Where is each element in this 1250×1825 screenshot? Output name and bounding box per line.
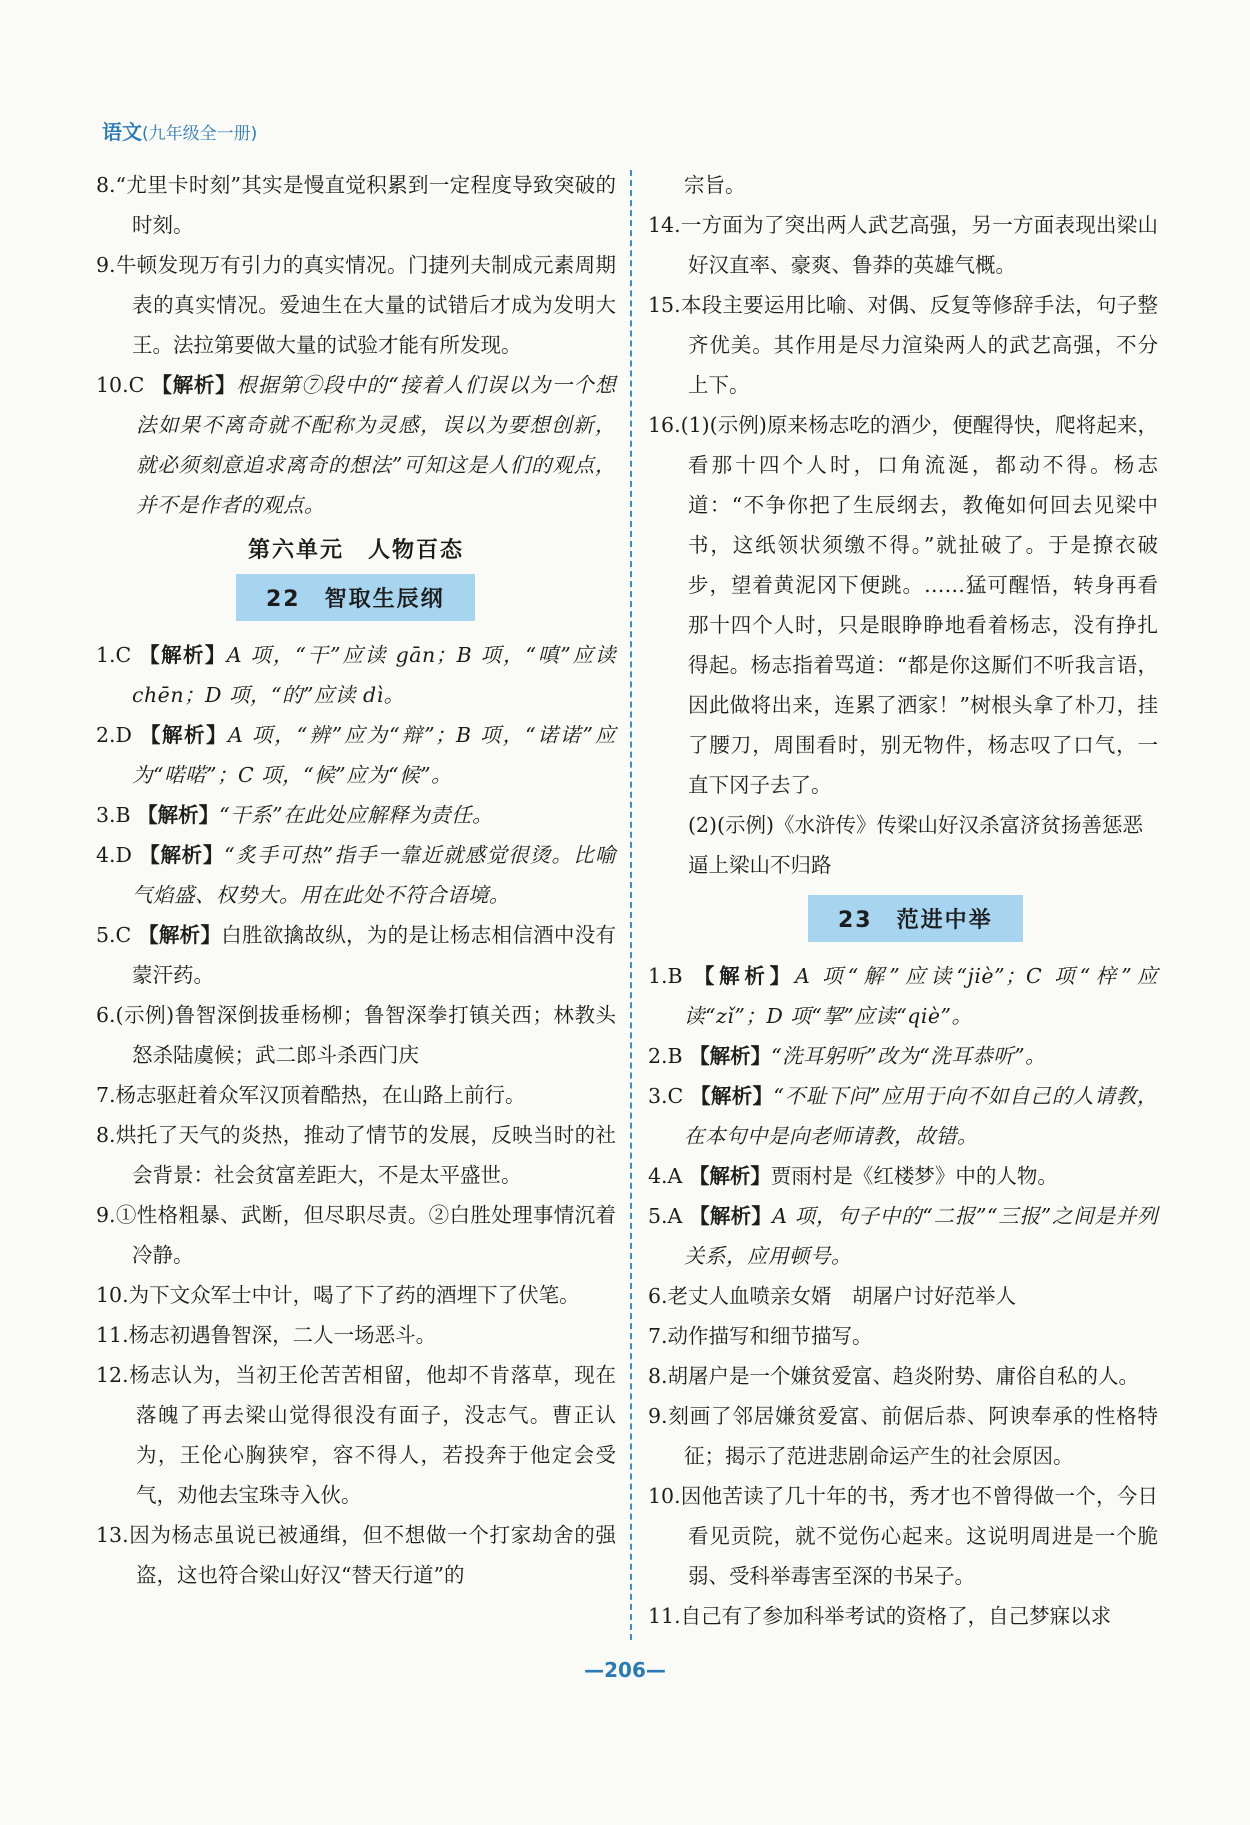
lesson-title: 22 智取生辰纲 bbox=[236, 574, 475, 621]
subject-label: 语文 bbox=[102, 120, 142, 144]
answer-item: 8.“尤里卡时刻”其实是慢直觉积累到一定程度导致突破的时刻。 bbox=[96, 173, 616, 237]
answer-item: 4.A 【解析】贾雨村是《红楼梦》中的人物。 bbox=[648, 1164, 1058, 1188]
answer-item: 10.C 【解析】根据第⑦段中的“接着人们误以为一个想法如果不离奇就不配称为灵感，误以为要想创新，就必须刻意追求离奇的想法”可知这是人们的观点，并不是作者的观点。 bbox=[96, 373, 616, 517]
answer-item: 10.因他苦读了几十年的书，秀才也不曾得做一个，今日看见贡院，就不觉伤心起来。这说明周进是一个脆弱、受科举毒害至深的书呆子。 bbox=[648, 1484, 1158, 1588]
analysis-tag: 【解析】 bbox=[689, 1044, 772, 1068]
right-column bbox=[648, 165, 1158, 1636]
answer-item: 3.C 【解析】“不耻下问”应用于向不如自己的人请教，在本句中是向老师请教，故错。 bbox=[648, 1084, 1158, 1148]
answer-item: 9.①性格粗暴、武断，但尽职尽责。②白胜处理事情沉着冷静。 bbox=[96, 1203, 616, 1267]
answer-item: 7.动作描写和细节描写。 bbox=[648, 1324, 873, 1348]
answer-item: 16.(1)(示例)原来杨志吃的酒少，便醒得快，爬将起来，看那十四个人时，口角流涎，都动不得。杨志道：“不争你把了生辰纲去，教俺如何回去见梁中书，这纸领状须缴不得。”就扯破了。于是撩衣破步，望着黄泥冈下便跳。……猛可醒悟，转身再看那十四个人时，只是眼睁睁地看着杨志，没有挣扎得起。杨志指着骂道：“都是你这厮们不听我言语，因此做将出来，连累了洒家！”树根头拿了朴刀，挂了腰刀，周围看时，别无物件，杨志叹了口气，一直下冈子去了。 bbox=[648, 413, 1158, 797]
page-number: —206— bbox=[584, 1658, 666, 1682]
answer-item: 5.C 【解析】白胜欲擒故纵，为的是让杨志相信酒中没有蒙汗药。 bbox=[96, 923, 616, 987]
answer-item: 10.为下文众军士中计，喝了下了药的酒埋下了伏笔。 bbox=[96, 1283, 580, 1307]
column-divider bbox=[630, 170, 632, 1640]
answer-item: 2.D 【解析】A 项，“辨”应为“辩”；B 项，“诺诺”应为“喏喏”；C 项，“候”应为“候”。 bbox=[96, 723, 616, 787]
answer-item: 8.胡屠户是一个嫌贫爱富、趋炎附势、庸俗自私的人。 bbox=[648, 1364, 1140, 1388]
analysis-tag: 【解析】 bbox=[690, 1084, 774, 1108]
answer-item: 2.B 【解析】“洗耳躬听”改为“洗耳恭听”。 bbox=[648, 1044, 1047, 1068]
answer-item: 12.杨志认为，当初王伦苦苦相留，他却不肯落草，现在落魄了再去梁山觉得很没有面子，没志气。曹正认为，王伦心胸狭窄，容不得人，若投奔于他定会受气，劝他去宝珠寺入伙。 bbox=[96, 1363, 616, 1507]
answer-item: 9.牛顿发现万有引力的真实情况。门捷列夫制成元素周期表的真实情况。爱迪生在大量的试错后才成为发明大王。法拉第要做大量的试验才能有所发现。 bbox=[96, 253, 616, 357]
answer-item-part: (2)(示例)《水浒传》传梁山好汉杀富济贫扬善惩恶逼上梁山不归路 bbox=[688, 813, 1144, 877]
answer-item: 11.杨志初遇鲁智深，二人一场恶斗。 bbox=[96, 1323, 437, 1347]
lesson-title: 23 范进中举 bbox=[808, 895, 1023, 942]
unit-title: 第六单元 人物百态 bbox=[247, 538, 464, 563]
running-header bbox=[102, 116, 257, 145]
analysis-tag: 【解析】 bbox=[689, 1204, 773, 1228]
continued-text: 宗旨。 bbox=[684, 173, 746, 197]
answer-item: 15.本段主要运用比喻、对偶、反复等修辞手法，句子整齐优美。其作用是尽力渲染两人的武艺高强，不分上下。 bbox=[648, 293, 1158, 397]
answer-item: 6.(示例)鲁智深倒拔垂杨柳；鲁智深拳打镇关西；林教头怒杀陆虞候；武二郎斗杀西门庆 bbox=[96, 1003, 616, 1067]
answer-item: 6.老丈人血喷亲女婿 胡屠户讨好范举人 bbox=[648, 1284, 1017, 1308]
answer-item: 3.B 【解析】“干系”在此处应解释为责任。 bbox=[96, 803, 494, 827]
answer-item: 13.因为杨志虽说已被通缉，但不想做一个打家劫舍的强盗，这也符合梁山好汉“替天行道”的 bbox=[96, 1523, 616, 1587]
analysis-tag: 【解析】 bbox=[151, 373, 237, 397]
answer-item: 14.一方面为了突出两人武艺高强，另一方面表现出梁山好汉直率、豪爽、鲁莽的英雄气概。 bbox=[648, 213, 1158, 277]
answer-item: 1.B 【解析】A 项“解”应读“jiè”；C 项“梓”应读“zǐ”；D 项“挈”应读“qiè”。 bbox=[648, 964, 1159, 1028]
answer-item: 8.烘托了天气的炎热，推动了情节的发展，反映当时的社会背景：社会贫富差距大，不是太平盛世。 bbox=[96, 1123, 616, 1187]
answer-item: 4.D 【解析】“炙手可热”指手一靠近就感觉很烫。比喻气焰盛、权势大。用在此处不符合语境。 bbox=[96, 843, 616, 907]
analysis-tag: 【解析】 bbox=[138, 923, 222, 947]
analysis-tag: 【解析】 bbox=[693, 964, 795, 988]
answer-item: 1.C 【解析】A 项，“干”应读 gān；B 项，“嗔”应读 chēn；D 项，“的”应读 dì。 bbox=[96, 643, 616, 707]
answer-item: 5.A 【解析】A 项，句子中的“二报”“三报”之间是并列关系，应用顿号。 bbox=[648, 1204, 1159, 1268]
answer-item: 11.自己有了参加科举考试的资格了，自己梦寐以求 bbox=[648, 1604, 1112, 1628]
answer-item: 7.杨志驱赶着众军汉顶着酷热，在山路上前行。 bbox=[96, 1083, 526, 1107]
analysis-tag: 【解析】 bbox=[137, 803, 220, 827]
left-column bbox=[96, 165, 616, 1595]
analysis-tag: 【解析】 bbox=[688, 1164, 771, 1188]
analysis-tag: 【解析】 bbox=[139, 643, 227, 667]
answer-item: 9.刻画了邻居嫌贫爱富、前倨后恭、阿谀奉承的性格特征；揭示了范进悲剧命运产生的社会原因。 bbox=[648, 1404, 1158, 1468]
grade-label: (九年级全一册) bbox=[142, 124, 258, 144]
analysis-tag: 【解析】 bbox=[139, 843, 225, 867]
analysis-tag: 【解析】 bbox=[140, 723, 228, 747]
